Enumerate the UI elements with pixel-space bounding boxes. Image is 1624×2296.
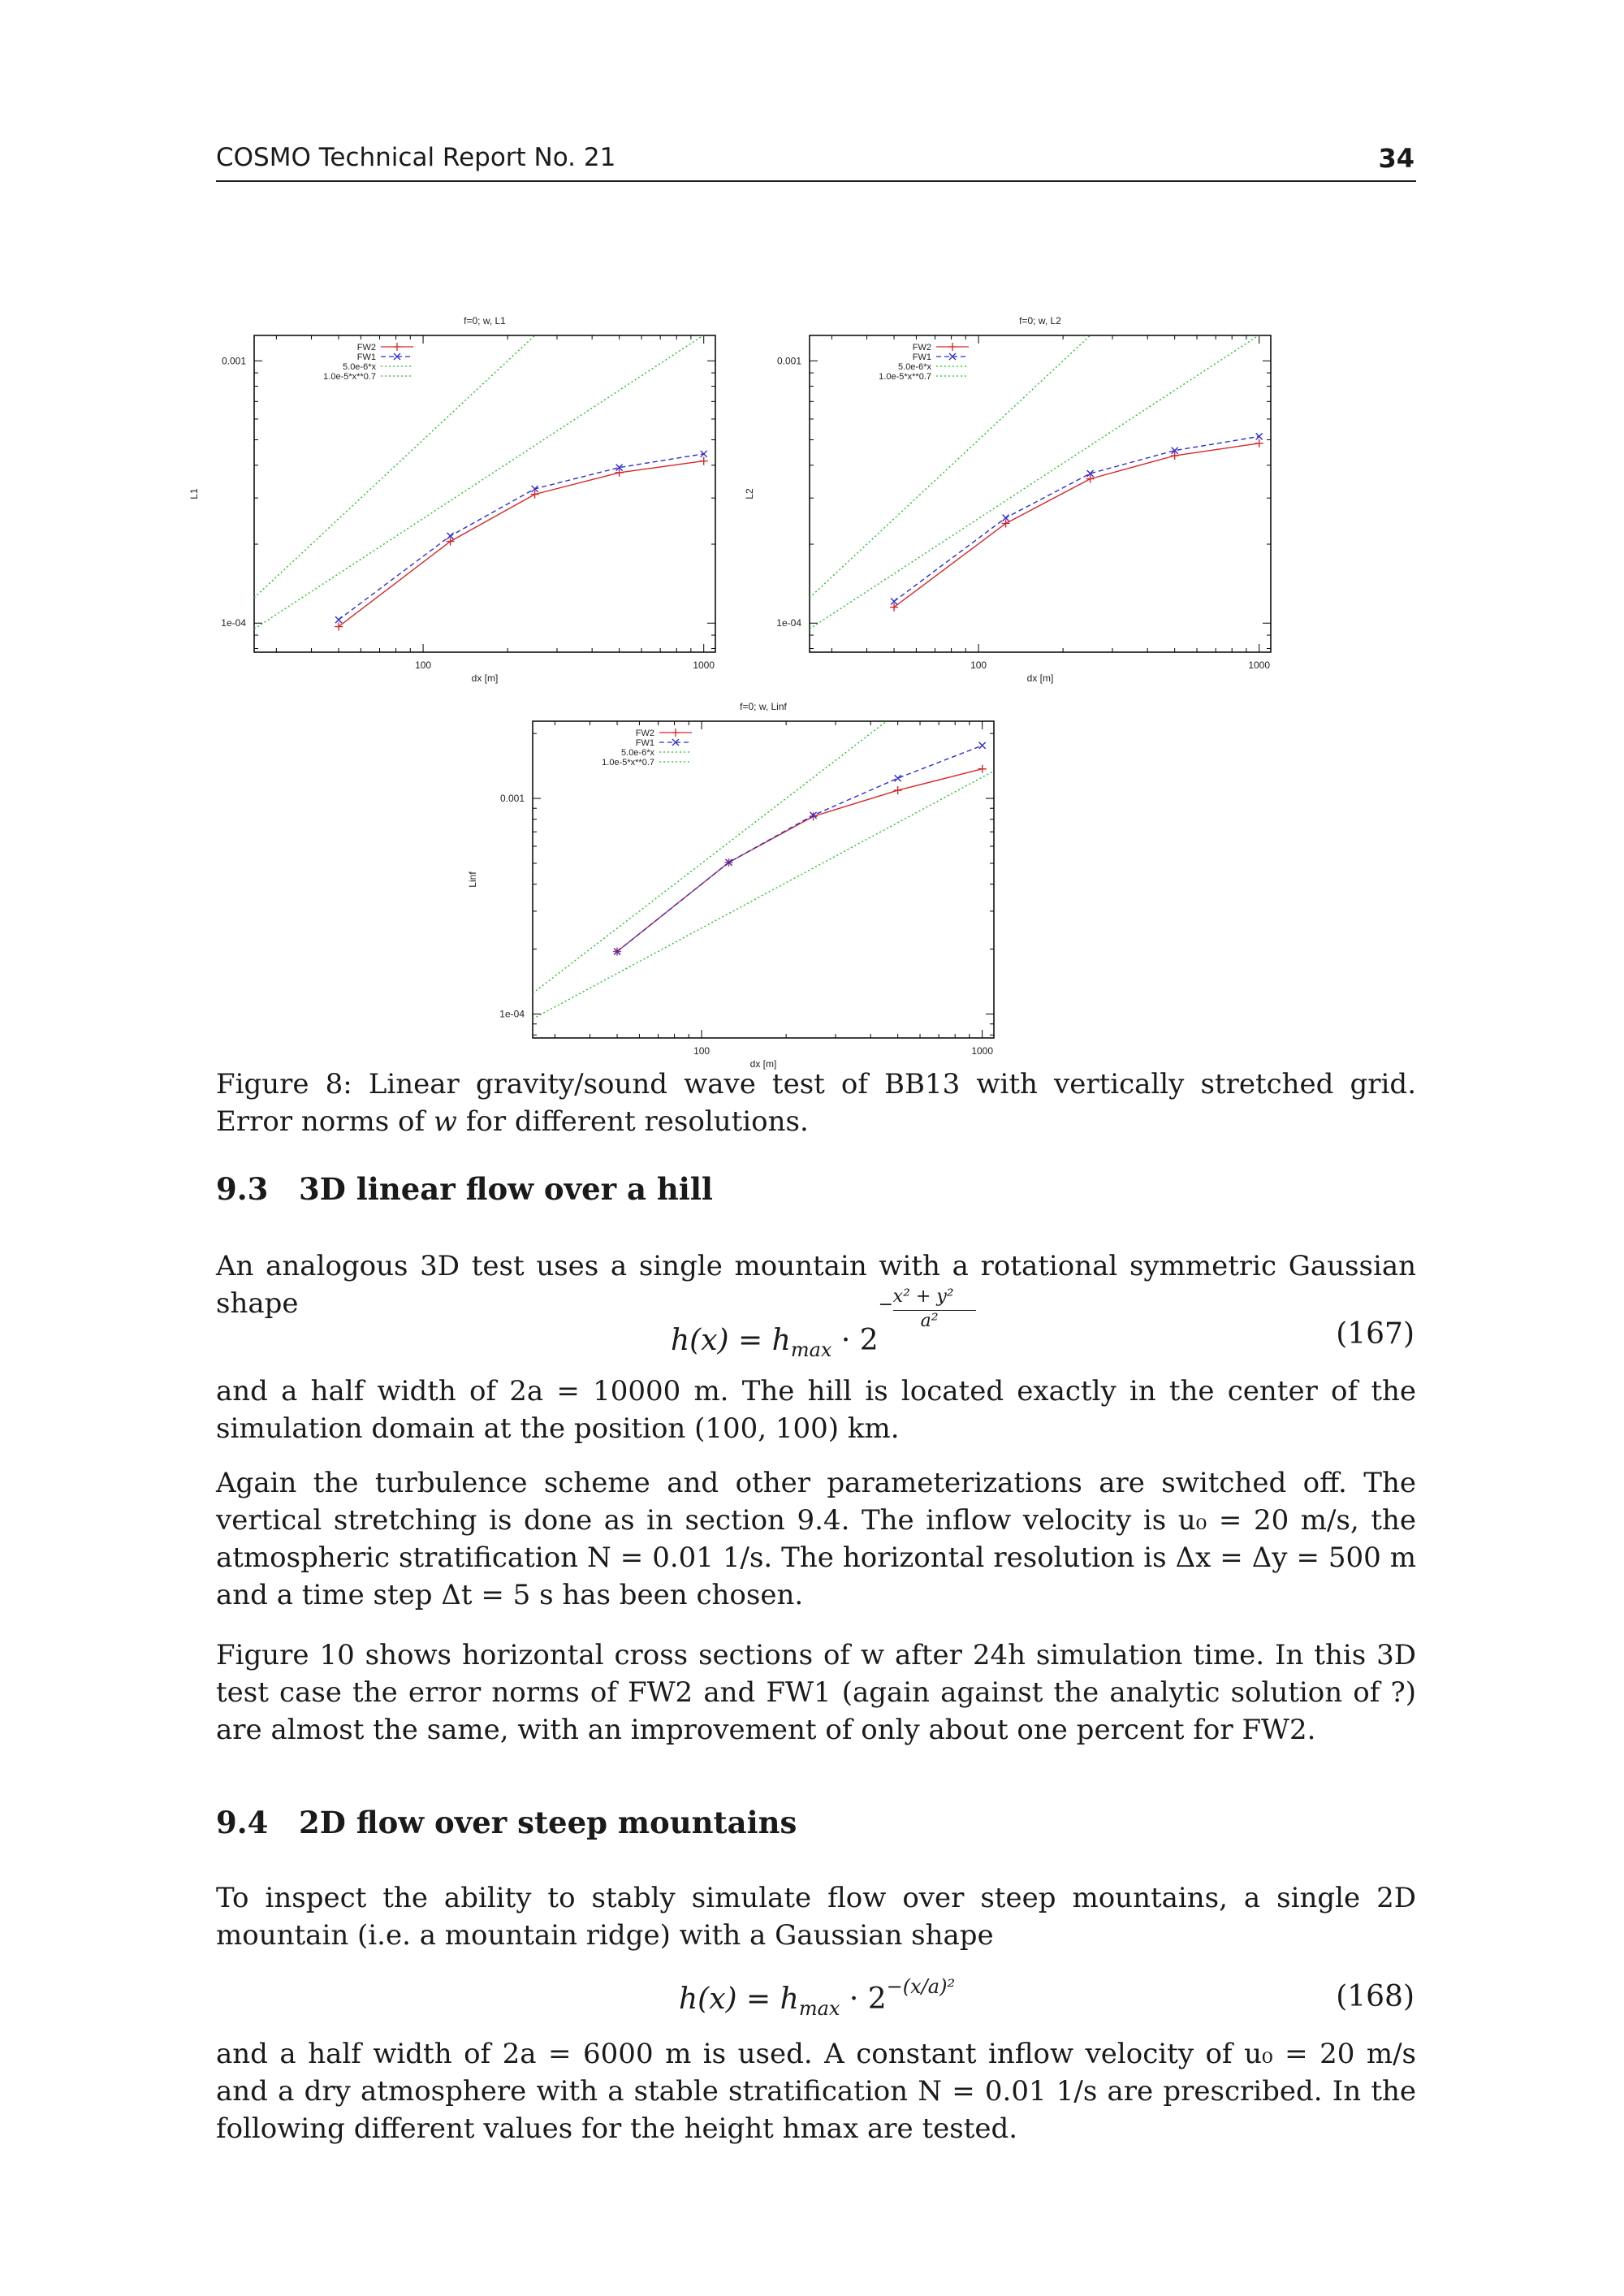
x-axis-label: dx [m] (1026, 672, 1054, 684)
series-line-5.0e-6*x (533, 638, 994, 993)
legend-label: 1.0e-5*x**0.7 (879, 372, 931, 382)
legend-label: 1.0e-5*x**0.7 (602, 758, 654, 767)
y-tick-label: 1e-04 (499, 1008, 525, 1020)
y-tick-label: 1e-04 (776, 617, 801, 629)
data-point-FW2 (810, 812, 818, 820)
series-group (533, 638, 994, 1018)
figure-caption: Figure 8: Linear gravity/sound wave test of BB13 with vertically stretched grid. Error norms of w for different resolutions. (216, 1068, 1416, 1138)
section-heading-9-3: 9.3 3D linear flow over a hill (216, 1171, 713, 1207)
y-tick-label: 1e-04 (221, 617, 246, 629)
data-point-FW2 (700, 457, 708, 465)
equation-167: $h(x) = h_{max} \cdot 2$ − x² + y² a² (167) (671, 1286, 1415, 1362)
series-line-5.0e-6*x (810, 166, 1271, 598)
data-point-FW2 (894, 786, 902, 794)
legend-label: FW1 (635, 738, 654, 748)
y-axis-label: Linf (467, 871, 478, 888)
paragraph-figure-10: Figure 10 shows horizontal cross sections of w after 24h simulation time. In this 3D test case the error norms of FW2 and FW1 (again against the analytic solution of ?) are almost the same, with an improvement of only about one percent for FW2. (216, 1639, 1416, 1746)
plot-frame (254, 335, 715, 652)
legend-label: FW2 (912, 343, 931, 352)
legend-label: 1.0e-5*x**0.7 (323, 372, 376, 382)
paragraph-half-width: and a half width of 2a = 10000 m. The hill is located exactly in the center of the simulation domain at the position (100, 100) km. (216, 1375, 1416, 1445)
equation-168: $h(x) = h_{max} \cdot 2^{-(x/a)^2}$ (168) (679, 1975, 1415, 2021)
legend-label: 5.0e-6*x (343, 362, 376, 372)
x-tick-label: 100 (970, 659, 987, 671)
series-group (254, 166, 715, 629)
paragraph-3d-test-intro: An analogous 3D test uses a single mountain with a rotational symmetric Gaussian shape (216, 1250, 1416, 1320)
data-point-FW2 (1255, 439, 1263, 448)
series-line-1.0e-5*x**0.7 (533, 771, 994, 1018)
series-line-FW2 (894, 443, 1259, 608)
chart-L1 (188, 166, 715, 684)
y-axis-label: L1 (188, 488, 200, 499)
chart-title: f=0; w, L2 (1019, 315, 1061, 326)
series-group (810, 166, 1271, 629)
y-axis-label: L2 (744, 488, 755, 499)
data-point-FW1 (335, 616, 342, 623)
figure-8-charts (0, 0, 1624, 1080)
plot-frame (810, 335, 1271, 652)
x-tick-label: 1000 (693, 659, 715, 671)
legend-label: FW2 (356, 343, 376, 352)
series-line-FW2 (339, 461, 704, 627)
x-axis-label: dx [m] (471, 672, 499, 684)
paragraph-turbulence: Again the turbulence scheme and other parameterizations are switched off. The vertical stretching is done as in section 9.4. The inflow velocity is u₀ = 20 m/s, the atmospheric stratification N = 0.01 1/s. The horizontal resolution is Δx = Δy = 500 m and a time step Δt = 5 s has been chosen. (216, 1467, 1416, 1611)
running-header-title: COSMO Technical Report No. 21 (216, 143, 616, 172)
legend-label: FW1 (912, 352, 931, 362)
chart-title: f=0; w, L1 (464, 315, 506, 326)
x-tick-label: 100 (415, 659, 432, 671)
y-tick-label: 0.001 (776, 355, 801, 367)
legend-marker (393, 343, 401, 351)
legend-label: 5.0e-6*x (621, 748, 654, 758)
chart-Linf (467, 638, 994, 1070)
x-tick-label: 1000 (971, 1045, 994, 1057)
series-line-FW1 (339, 454, 704, 620)
legend-label: FW2 (635, 729, 654, 738)
data-point-FW1 (979, 742, 986, 749)
series-line-FW1 (894, 436, 1259, 601)
page-number: 34 (1378, 143, 1415, 174)
paragraph-steep-mountains: To inspect the ability to stably simulate flow over steep mountains, a single 2D mountain (i.e. a mountain ridge) with a Gaussian shape (216, 1882, 1416, 1952)
paragraph-inflow-velocity: and a half width of 2a = 6000 m is used. A constant inflow velocity of u₀ = 20 m/s and a dry atmosphere with a stable stratification N = 0.01 1/s are prescribed. In the following different values for the height hmax are tested. (216, 2038, 1416, 2145)
data-point-FW1 (1256, 433, 1263, 439)
legend-label: 5.0e-6*x (898, 362, 931, 372)
data-point-FW2 (978, 765, 987, 773)
chart-L2 (744, 166, 1271, 684)
legend-marker (672, 729, 680, 737)
series-line-FW2 (617, 769, 983, 952)
series-line-FW1 (617, 746, 983, 952)
legend-label: FW1 (356, 352, 376, 362)
series-line-5.0e-6*x (254, 166, 715, 598)
y-tick-label: 0.001 (221, 355, 246, 367)
x-tick-label: 100 (693, 1045, 710, 1057)
x-tick-label: 1000 (1248, 659, 1271, 671)
chart-title: f=0; w, Linf (740, 701, 787, 712)
legend-marker (948, 343, 957, 351)
section-heading-9-4: 9.4 2D flow over steep mountains (216, 1805, 797, 1840)
y-tick-label: 0.001 (499, 793, 525, 805)
data-point-FW1 (895, 775, 901, 781)
plot-frame (533, 721, 994, 1038)
x-axis-label: dx [m] (749, 1058, 777, 1070)
